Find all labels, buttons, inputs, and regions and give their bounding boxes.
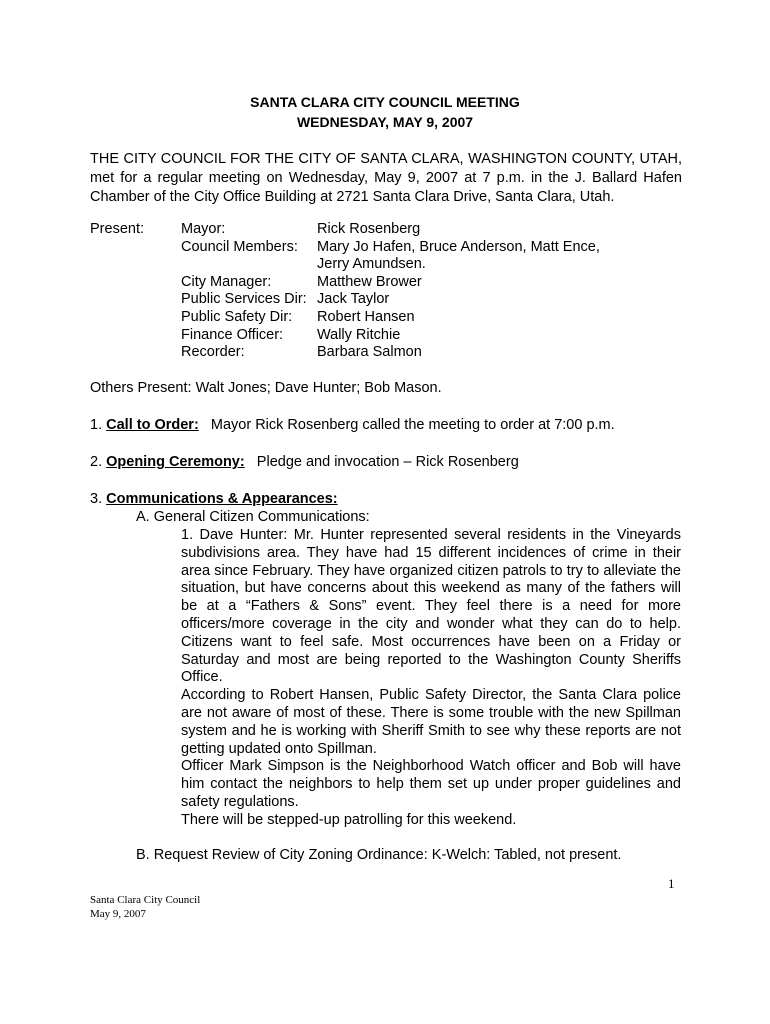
present-roles: [181, 221, 307, 362]
footer-line-council: Santa Clara City Council: [90, 894, 201, 906]
intro-paragraph: THE CITY COUNCIL FOR THE CITY OF SANTA CLARA, WASHINGTON COUNTY, UTAH, met for a regular meeting on Wednesday, May 9, 2007 at 7 p.m. in the J. Ballard Hafen Chamber of the City Office Building at 2721 Santa Clara Drive, Santa Clara, Utah.: [90, 151, 682, 205]
name-council-members-cont: Jerry Amundsen.: [317, 256, 426, 273]
page-number: 1: [668, 876, 675, 891]
item-number: 2.: [90, 454, 103, 470]
footer-line-date: May 9, 2007: [90, 908, 146, 920]
meeting-title: SANTA CLARA CITY COUNCIL MEETING: [250, 94, 520, 110]
role-mayor: Mayor:: [181, 221, 226, 237]
name-finance-officer: Wally Ritchie: [317, 326, 401, 343]
comm-paragraph-hunter: 1. Dave Hunter: Mr. Hunter represented several residents in the Vineyards subdivisions area. They have had 15 different incidences of crime in their area since February. They have organized citizen patrols to try to alleviate the situation, but have concerns about this weekend as many of the fathers will be at a “Fathers & Sons” event. They feel there is a need for more officers/more coverage in the city and wonder what they can do to help. Citizens want to feel safe. Most occurrences have been on a Friday or Saturday and most are being reported to the Washington County Sheriffs Office.: [181, 527, 681, 686]
name-public-safety-dir: Robert Hansen: [317, 308, 415, 325]
role-city-manager: City Manager:: [181, 273, 272, 290]
present-label: Present:: [90, 221, 144, 237]
zoning-ordinance-request: B. Request Review of City Zoning Ordinance: K-Welch: Tabled, not present.: [136, 847, 622, 863]
role-council-members: Council Members:: [181, 238, 298, 255]
item-heading: Call to Order:: [106, 417, 199, 433]
name-city-manager: Matthew Brower: [317, 273, 422, 290]
general-citizen-communications-heading: A. General Citizen Communications:: [136, 509, 370, 525]
comm-paragraph-simpson: Officer Mark Simpson is the Neighborhood Watch officer and Bob will have him contact the neighbors to help them set up under proper guidelines and safety regulations.: [181, 758, 681, 810]
name-mayor: Rick Rosenberg: [317, 221, 421, 237]
role-recorder: Recorder:: [181, 344, 245, 361]
item-number: 3.: [90, 491, 103, 507]
agenda-item-opening-ceremony: [90, 454, 519, 470]
page-footer: [90, 893, 200, 921]
role-finance-officer: Finance Officer:: [181, 326, 284, 343]
item-heading: Opening Ceremony:: [106, 454, 245, 470]
item-number: 1.: [90, 417, 103, 433]
present-names: [317, 221, 600, 362]
role-public-safety-dir: Public Safety Dir:: [181, 308, 293, 325]
name-council-members: Mary Jo Hafen, Bruce Anderson, Matt Ence,: [317, 238, 600, 255]
role-blank: [181, 256, 307, 274]
others-present: Others Present: Walt Jones; Dave Hunter; Bob Mason.: [90, 380, 442, 396]
name-recorder: Barbara Salmon: [317, 344, 422, 361]
agenda-item-communications: [90, 491, 338, 507]
communications-body: [181, 527, 681, 830]
meeting-date: WEDNESDAY, MAY 9, 2007: [296, 114, 474, 130]
agenda-item-call-to-order: [90, 417, 615, 433]
name-public-services-dir: Jack Taylor: [317, 291, 390, 308]
comm-paragraph-hansen: According to Robert Hansen, Public Safety Director, the Santa Clara police are not aware of most of these. There is some trouble with the new Spillman system and he is working with Sheriff Smith to see why these reports are not getting updated onto Spillman.: [181, 687, 681, 757]
comm-paragraph-patrolling: There will be stepped-up patrolling for this weekend.: [181, 811, 517, 828]
item-text: Pledge and invocation – Rick Rosenberg: [256, 454, 519, 470]
item-heading: Communications & Appearances:: [106, 491, 338, 507]
role-public-services-dir: Public Services Dir:: [181, 291, 307, 308]
item-text: Mayor Rick Rosenberg called the meeting to order at 7:00 p.m.: [210, 417, 615, 433]
